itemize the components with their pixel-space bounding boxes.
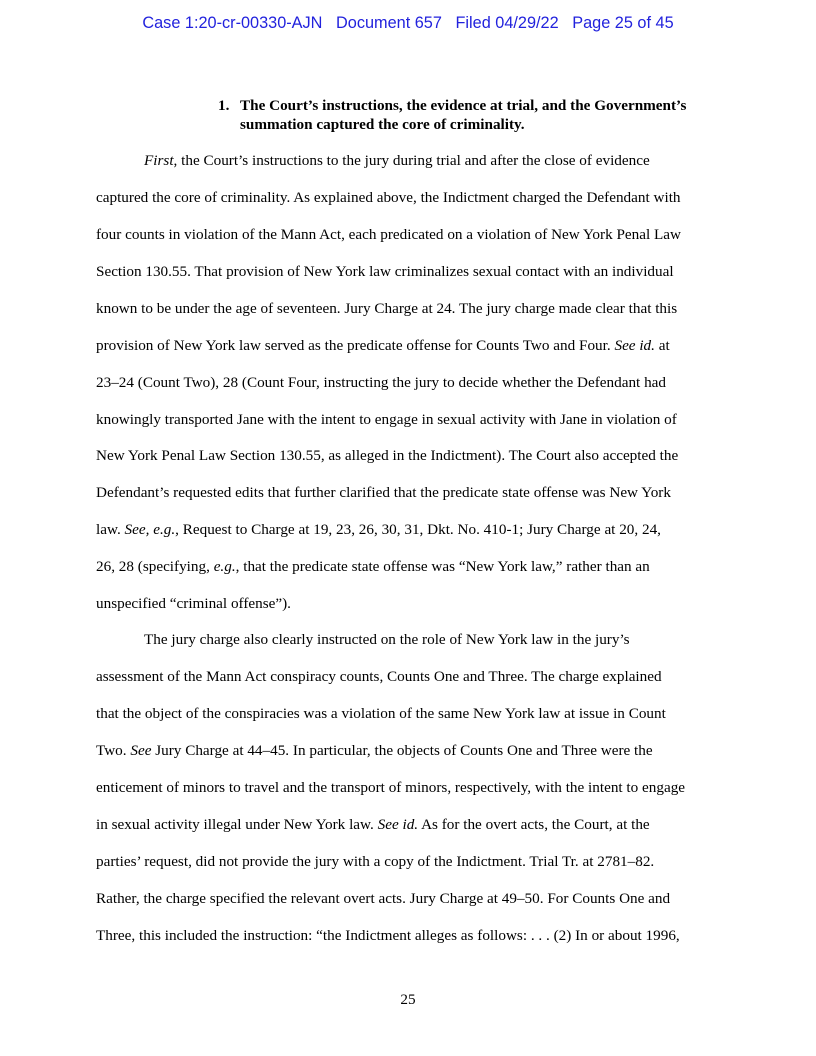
body-line: unspecified “criminal offense”). (96, 595, 291, 612)
body-line: 23–24 (Count Two), 28 (Count Four, instructing the jury to decide whether the Defendant had (96, 374, 666, 391)
body-line (96, 815, 650, 835)
page-number: 25 (400, 991, 416, 1008)
body-line: Three, this included the instruction: “the Indictment alleges as follows: . . . (2) In or about 1996, (96, 927, 680, 944)
emphasis: See id. (377, 816, 419, 833)
body-line: Defendant’s requested edits that further clarified that the predicate state offense was New York (96, 484, 671, 501)
body-line: New York Penal Law Section 130.55, as alleged in the Indictment). The Court also accepted the (96, 447, 679, 464)
body-line: captured the core of criminality. As explained above, the Indictment charged the Defendant with (96, 189, 681, 206)
emphasis: See id. (614, 337, 655, 354)
body-line: The jury charge also clearly instructed on the role of New York law in the jury’s (144, 631, 630, 648)
body-line: assessment of the Mann Act conspiracy counts, Counts One and Three. The charge explained (96, 668, 662, 685)
section-number: 1. (218, 97, 230, 114)
body-line (144, 151, 650, 171)
section-title-line-2: summation captured the core of criminality. (240, 116, 525, 133)
text-span: provision of New York law served as the predicate offense for Counts Two and Four. (96, 337, 615, 354)
text-span: , the Court’s instructions to the jury during trial and after the close of evidence (173, 152, 650, 169)
text-span: Two. (96, 742, 131, 759)
section-heading (218, 96, 738, 134)
body-line (96, 741, 653, 761)
section-title-line-1: The Court’s instructions, the evidence at trial, and the Government’s (240, 97, 687, 114)
emphasis: See (130, 742, 152, 759)
body-line: that the object of the conspiracies was a violation of the same New York law at issue in Count (96, 705, 666, 722)
body-line: Section 130.55. That provision of New York law criminalizes sexual contact with an individual (96, 263, 674, 280)
text-span: As for the overt acts, the Court, at the (418, 816, 650, 833)
emphasis: See, e.g. (124, 521, 176, 538)
text-span: 26, 28 (specifying, (96, 558, 214, 575)
body-line: Rather, the charge specified the relevant overt acts. Jury Charge at 49–50. For Counts One and (96, 890, 671, 907)
body-line (96, 336, 670, 356)
body-line: enticement of minors to travel and the transport of minors, respectively, with the intent to engage (96, 779, 686, 796)
body-line (96, 557, 650, 577)
body-line: known to be under the age of seventeen. Jury Charge at 24. The jury charge made clear that this (96, 300, 678, 317)
body-line: four counts in violation of the Mann Act, each predicated on a violation of New York Penal Law (96, 226, 681, 243)
text-span: law. (96, 521, 125, 538)
text-span: , that the predicate state offense was “New York law,” rather than an (235, 558, 650, 575)
text-span: Jury Charge at 44–45. In particular, the objects of Counts One and Three were the (151, 742, 653, 759)
body-line: parties’ request, did not provide the jury with a copy of the Indictment. Trial Tr. at 2781–82. (96, 853, 655, 870)
body-line: knowingly transported Jane with the intent to engage in sexual activity with Jane in violation of (96, 411, 677, 428)
text-span: at (654, 337, 670, 354)
emphasis: First (144, 152, 174, 169)
text-span: in sexual activity illegal under New York law. (96, 816, 378, 833)
body-line (96, 520, 661, 540)
text-span: , Request to Charge at 19, 23, 26, 30, 31, Dkt. No. 410-1; Jury Charge at 20, 24, (175, 521, 661, 538)
emphasis: e.g. (213, 558, 236, 575)
case-header: Case 1:20-cr-00330-AJN Document 657 Filed 04/29/22 Page 25 of 45 (142, 14, 674, 32)
